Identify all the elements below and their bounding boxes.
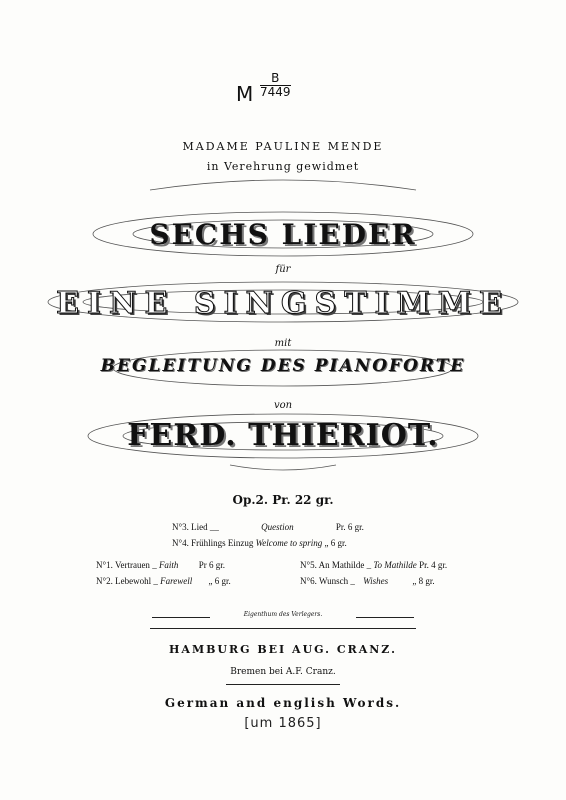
dedication-name: MADAME PAULINE MENDE <box>182 140 384 153</box>
title-mit: mit <box>274 338 292 349</box>
song-english: Question <box>261 522 294 532</box>
eigenthum-note: Eigenthum des Verlegers. <box>243 611 323 618</box>
dedication-text: in Verehrung gewidmet <box>206 160 360 173</box>
publisher-line1: HAMBURG BEI AUG. CRANZ. <box>169 643 397 656</box>
title-von: von <box>273 400 293 411</box>
song-price: „ 6 gr. <box>208 576 231 586</box>
title-line1: SECHS LIEDER <box>149 218 417 251</box>
publisher-line2: Bremen bei A.F. Cranz. <box>230 667 336 677</box>
song-price: Pr. 6 gr. <box>335 522 364 532</box>
song-english: To Mathilde <box>373 560 417 570</box>
shelfmark-fraction <box>260 72 291 99</box>
title-line2: EINE SINGSTIMME <box>56 286 510 321</box>
song-number: N°2. <box>96 576 113 586</box>
song-english: Farewell <box>160 576 193 586</box>
flourish-dedication <box>150 180 416 190</box>
archive-date-note: [um 1865] <box>244 716 322 731</box>
shelfmark-prefix: M <box>236 82 254 106</box>
song-title: Frühlings Einzug <box>191 538 254 548</box>
flourish-bottom <box>230 465 336 470</box>
song-price: „ 6 gr. <box>324 538 347 548</box>
song-title: Wunsch <box>318 576 349 586</box>
song-row: N°3. Lied __ Question Pr. 6 gr. <box>172 522 364 532</box>
song-title: Lied <box>191 522 208 532</box>
song-title: Vertrauen <box>114 560 150 570</box>
title-fuer: für <box>275 264 291 275</box>
shelfmark-numerator: B <box>260 72 291 86</box>
song-row: N°2. Lebewohl _ Farewell „ 6 gr. <box>96 576 231 586</box>
opus-price: Op.2. Pr. 22 gr. <box>232 493 334 507</box>
song-english: Faith <box>158 560 179 570</box>
song-title: An Mathilde <box>318 560 365 570</box>
words-note: German and english Words. <box>164 696 402 710</box>
song-number: N°4. <box>172 538 189 548</box>
song-price: Pr. 4 gr. <box>419 560 448 570</box>
shelfmark-denominator: 7449 <box>260 85 291 99</box>
song-number: N°5. <box>300 560 317 570</box>
song-price: „ 8 gr. <box>412 576 435 586</box>
song-row <box>172 538 347 548</box>
song-row: N°6. Wunsch _ Wishes „ 8 gr. <box>300 576 435 586</box>
divider <box>150 628 416 629</box>
divider <box>226 684 340 685</box>
song-row: N°1. Vertrauen _ Faith Pr 6 gr. <box>96 560 225 570</box>
title-line3: BEGLEITUNG DES PIANOFORTE <box>100 356 466 376</box>
song-number: N°1. <box>96 560 113 570</box>
song-english: Wishes <box>363 576 389 586</box>
song-row: N°5. An Mathilde _ To Mathilde Pr. 4 gr. <box>300 560 448 570</box>
song-number: N°6. <box>300 576 317 586</box>
shelfmark <box>236 71 291 106</box>
divider <box>356 617 414 618</box>
song-english: Welcome to spring <box>255 538 323 548</box>
song-price: Pr 6 gr. <box>198 560 225 570</box>
song-title: Lebewohl <box>115 576 152 586</box>
song-number: N°3. <box>172 522 189 532</box>
composer-name: FERD. THIERIOT. <box>127 418 439 453</box>
